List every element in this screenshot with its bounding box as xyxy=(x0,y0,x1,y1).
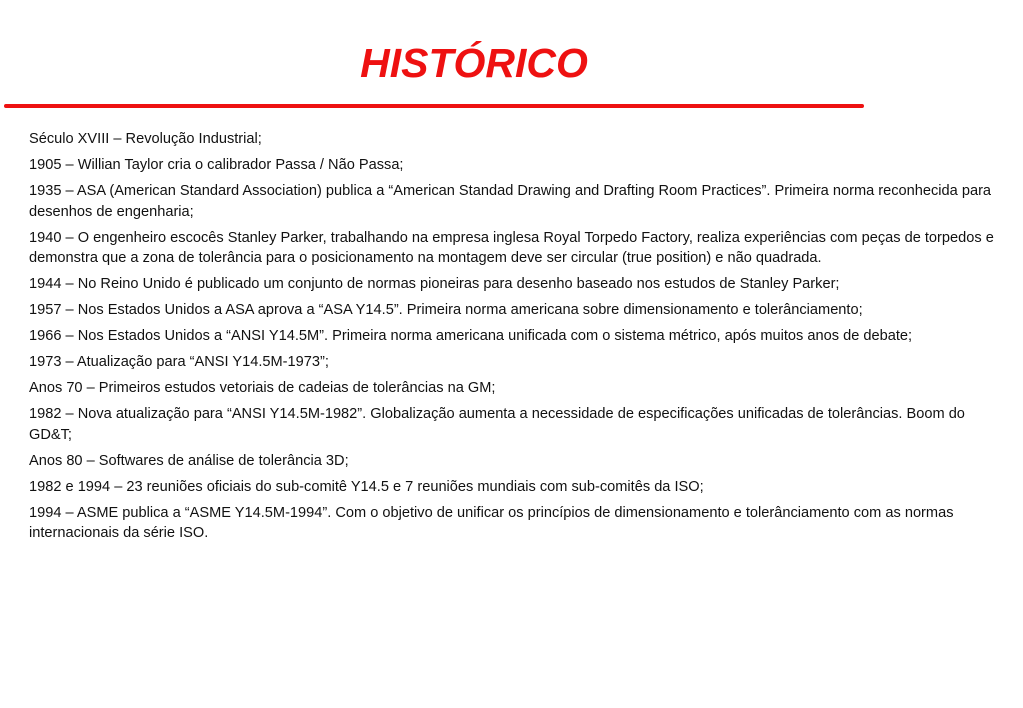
history-item: 1982 – Nova atualização para “ANSI Y14.5M-1982”. Globalização aumenta a necessidade de especificações unificadas de tolerâncias. Boom do GD&T; xyxy=(29,406,965,443)
history-item: 1982 e 1994 – 23 reuniões oficiais do sub-comitê Y14.5 e 7 reuniões mundiais com sub-comitês da ISO; xyxy=(29,478,704,495)
history-item: 1944 – No Reino Unido é publicado um conjunto de normas pioneiras para desenho baseado nos estudos de Stanley Parker; xyxy=(29,276,840,292)
history-item: Século XVIII – Revolução Industrial; xyxy=(29,131,262,147)
history-list xyxy=(29,129,999,549)
history-item: 1973 – Atualização para “ANSI Y14.5M-1973”; xyxy=(29,354,329,370)
history-item: 1957 – Nos Estados Unidos a ASA aprova a “ASA Y14.5”. Primeira norma americana sobre dimensionamento e tolerânciamento; xyxy=(29,302,863,318)
history-item: 1966 – Nos Estados Unidos a “ANSI Y14.5M”. Primeira norma americana unificada com o sistema métrico, após muitos anos de debate; xyxy=(29,328,913,344)
title-divider xyxy=(4,104,864,108)
history-item: Anos 80 – Softwares de análise de tolerância 3D; xyxy=(29,452,349,469)
history-item: 1940 – O engenheiro escocês Stanley Parker, trabalhando na empresa inglesa Royal Torpedo Factory, realiza experiências com peças de torpedos e demonstra que a zona de tolerância para o posicionamento na montagem deve ser circular (true position) e não quadrada. xyxy=(29,229,994,266)
history-item: 1935 – ASA (American Standard Association) publica a “American Standad Drawing and Drafting Room Practices”. Primeira norma reconhecida para desenhos de engenharia; xyxy=(29,183,992,220)
history-item: 1994 – ASME publica a “ASME Y14.5M-1994”. Com o objetivo de unificar os princípios de dimensionamento e tolerânciamento com as normas internacionais da série ISO. xyxy=(29,504,954,541)
page-title: HISTÓRICO xyxy=(360,40,588,86)
history-item: 1905 – Willian Taylor cria o calibrador Passa / Não Passa; xyxy=(29,157,404,173)
history-item: Anos 70 – Primeiros estudos vetoriais de cadeias de tolerâncias na GM; xyxy=(29,380,496,396)
